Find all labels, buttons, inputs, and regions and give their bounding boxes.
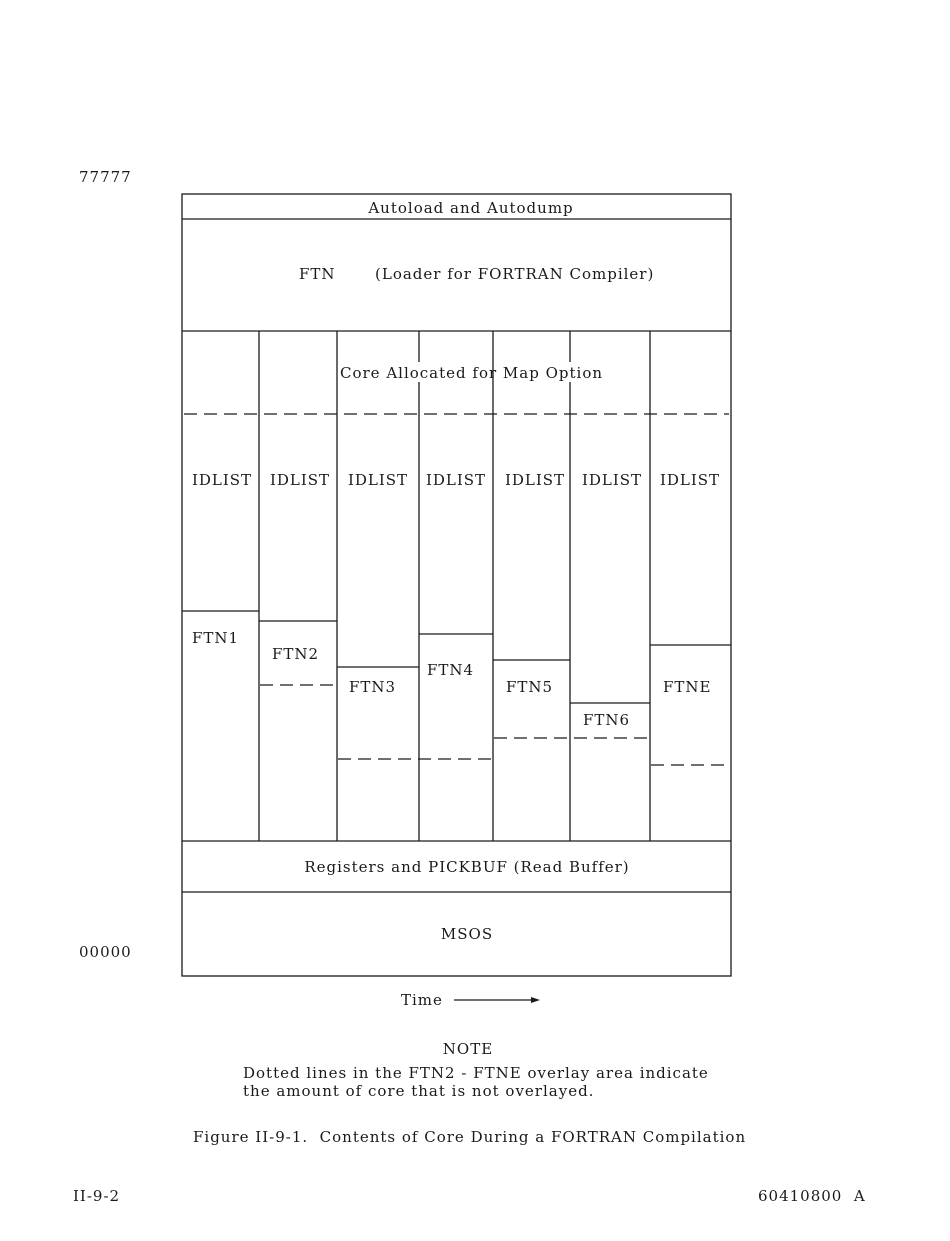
note-body (243, 1064, 709, 1100)
autoload-band-label: Autoload and Autodump (368, 199, 574, 217)
address-bottom: 00000 (79, 943, 132, 961)
note-line: Dotted lines in the FTN2 - FTNE overlay area indicate (243, 1064, 709, 1082)
footer-document-number: 60410800 A (758, 1187, 866, 1205)
note-heading: NOTE (442, 1040, 494, 1058)
address-top: 77777 (79, 168, 132, 186)
figure-caption: Figure II-9-1. Contents of Core During a FORTRAN Compilation (193, 1128, 747, 1146)
ftn6-label: FTN6 (583, 711, 631, 729)
idlist-label: IDLIST (191, 471, 253, 489)
ftn-band-desc: (Loader for FORTRAN Compiler) (375, 265, 655, 283)
idlist-label: IDLIST (425, 471, 487, 489)
ftn-band-name: FTN (299, 265, 336, 283)
idlist-label: IDLIST (659, 471, 721, 489)
msos-band-label: MSOS (440, 925, 494, 943)
idlist-label: IDLIST (581, 471, 643, 489)
idlist-label: IDLIST (347, 471, 409, 489)
idlist-label: IDLIST (269, 471, 331, 489)
registers-band-label: Registers and PICKBUF (Read Buffer) (304, 858, 630, 876)
map-option-label: Core Allocated for Map Option (340, 364, 604, 382)
ftne-label: FTNE (663, 678, 712, 696)
ftn3-label: FTN3 (349, 678, 397, 696)
ftn4-label: FTN4 (427, 661, 475, 679)
idlist-label: IDLIST (504, 471, 566, 489)
footer-page-number: II-9-2 (73, 1187, 121, 1205)
ftn5-label: FTN5 (506, 678, 554, 696)
ftn2-label: FTN2 (272, 645, 320, 663)
note-line: the amount of core that is not overlayed. (243, 1082, 595, 1100)
ftn1-label: FTN1 (192, 629, 240, 647)
time-label: Time (401, 991, 443, 1009)
time-arrow-icon (531, 997, 540, 1003)
